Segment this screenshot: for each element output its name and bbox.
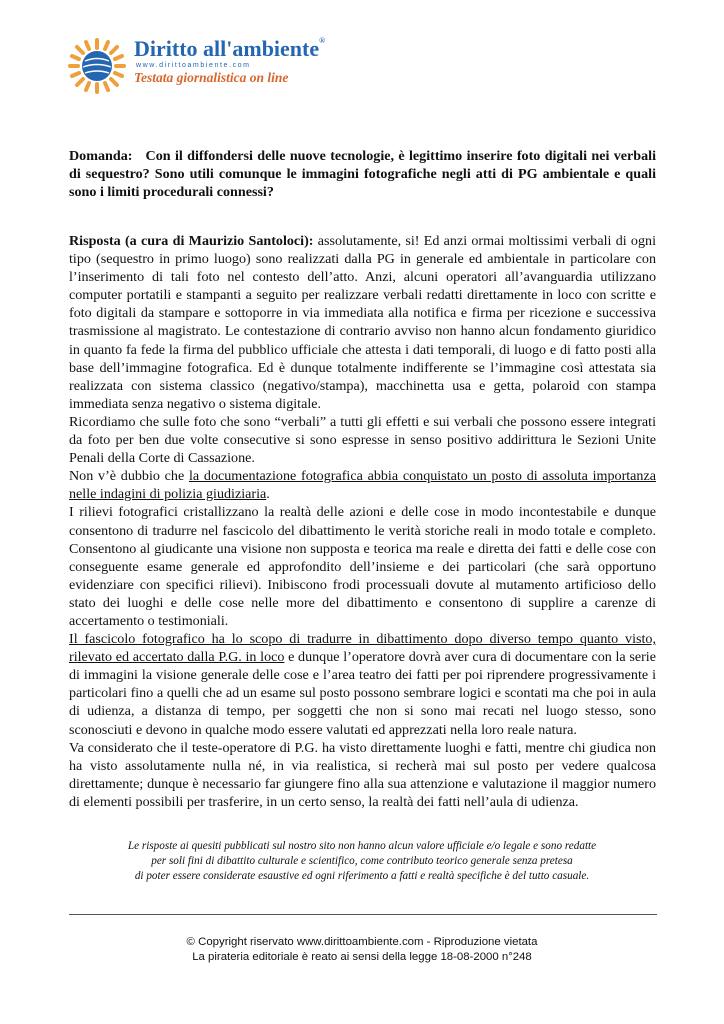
answer-paragraph-2: Ricordiamo che sulle foto che sono “verbali” a tutti gli effetti e sui verbali che possono essere integrati da foto per ben due volte consecutive si sono espresse in senso positivo addirittura le Sezioni Unite Penali della Corte di Cassazione.	[69, 413, 656, 467]
underlined-statement: Il fascicolo fotografico ha lo scopo di tradurre in dibattimento dopo diverso tempo quanto visto, rilevato ed accertato dalla P.G. in loco	[69, 631, 656, 666]
logo-url: www.dirittoambiente.com	[136, 62, 251, 69]
disclaimer-line: Le risposte ai quesiti pubblicati sul nostro sito non hanno alcun valore ufficiale e/o legale e sono redatte	[127, 840, 597, 852]
sun-globe-icon	[66, 36, 128, 96]
answer-paragraph-5: Il fascicolo fotografico ha lo scopo di tradurre in dibattimento dopo diverso tempo quanto visto, rilevato ed accertato dalla P.G. in loco e dunque l’operatore dovrà aver cura di documentare con la serie di immagini la visione generale delle cose e l’area teatro dei fatti per poi riprendere progressivamente i particolari fino a quelli che ad un esame sul posto possono sembrare logici e scontati ma che poi in aula di udienza, a distanza di tempo, per soggetti che non si sono mai recati nel luogo stesso, sono sconosciuti e devono in qualche modo essere valutati ed apprezzati nella loro reale natura.	[69, 631, 656, 738]
disclaimer-line: per soli fini di dibattito culturale e scientifico, come contributo teorico generale senza pretesa	[151, 855, 573, 867]
disclaimer	[80, 839, 644, 884]
answer-label: Risposta (a cura di Maurizio Santoloci):	[69, 233, 314, 249]
answer-paragraph-6: Va considerato che il teste-operatore di P.G. ha visto direttamente luoghi e fatti, mentre chi giudica non ha visto assolutamente nulla né, in via realistica, si recherà mai sul posto per vedere qualcosa direttamente; dunque è necessario far giungere fino alla sua attenzione e valutazione il maggior numero di elementi possibili per trasferire, in un certo senso, la realtà dei fatti nell’aula di udienza.	[69, 739, 656, 810]
site-logo[interactable]	[66, 34, 336, 98]
answer-paragraph-3: Non v’è dubbio che la documentazione fotografica abbia conquistato un posto di assoluta importanza nelle indagini di polizia giudiziaria.	[69, 468, 656, 503]
footer	[130, 935, 594, 965]
question-text: Con il diffondersi delle nuove tecnologie, è legittimo inserire foto digitali nei verbali di sequestro? Sono utili comunque le immagini fotografiche negli atti di PG ambientale e quali sono i limiti procedurali connessi?	[69, 148, 656, 201]
disclaimer-line: di poter essere considerate esaustive ed ogni riferimento a fatti e realtà specifiche è del tutto casuale.	[134, 870, 590, 882]
question-label: Domanda:	[69, 148, 133, 164]
underlined-statement: la documentazione fotografica abbia conquistato un posto di assoluta importanza nelle indagini di polizia giudiziaria	[69, 468, 656, 503]
copyright-line: © Copyright riservato www.dirittoambiente.com - Riproduzione vietata	[186, 936, 538, 948]
piracy-notice: La pirateria editoriale è reato ai sensi della legge 18-08-2000 n°248	[192, 951, 532, 963]
answer-paragraph-1: Risposta (a cura di Maurizio Santoloci): assolutamente, si! Ed anzi ormai moltissimi verbali di ogni tipo (sequestro in primo luogo) sono realizzati dalla PG in generale ed ambientale in particolare con l’inserimento di tali foto nel contesto dell’atto. Anzi, alcuni operatori all’avanguardia utilizzano computer portatili e stampanti a seguito per realizzare verbali redatti direttamente in loco con scritte e foto digitali da stampare e sottoporre in via immediata alla notifica e firma per ricezione e successiva trasmissione al magistrato. Le contestazione di contrario avviso non hanno alcun fondamento giuridico in quanto fa fede la firma del pubblico ufficiale che attesta i dati temporali, di luogo e di fatto posti alla base dell’immagine fotografica. Ed è dunque totalmente indifferente se l’immagine così attestata sia realizzata con sistema classico (negativo/stampa), macchinetta usa e getta, polaroid con stampa immediata senza negativo o sistema digitale.	[69, 233, 656, 412]
question-block	[69, 147, 656, 201]
logo-tagline: Testata giornalistica on line	[134, 70, 289, 85]
logo-title: Diritto all'ambiente®	[134, 36, 326, 61]
answer-paragraph-4: I rilievi fotografici cristallizzano la realtà delle azioni e delle cose in modo incontestabile e dunque consentono di tradurre nel fascicolo del dibattimento le verità storiche reali in modo totale e completo. Consentono al giudicante una visione non supposta e teorica ma reale e diretta dei fatti e delle cose con conseguente esame generale ed approfondito dell’insieme e dei particolari (che sarà opportuno evidenziare con specifici rilievi). Inibiscono frodi processuali dovute al mutamento artificioso dello stato dei luoghi e delle cose nelle more del dibattimento e consentono di supplire a carenze di accertamento o testimoniali.	[69, 504, 656, 629]
answer-block	[69, 232, 656, 811]
footer-divider	[69, 914, 657, 915]
